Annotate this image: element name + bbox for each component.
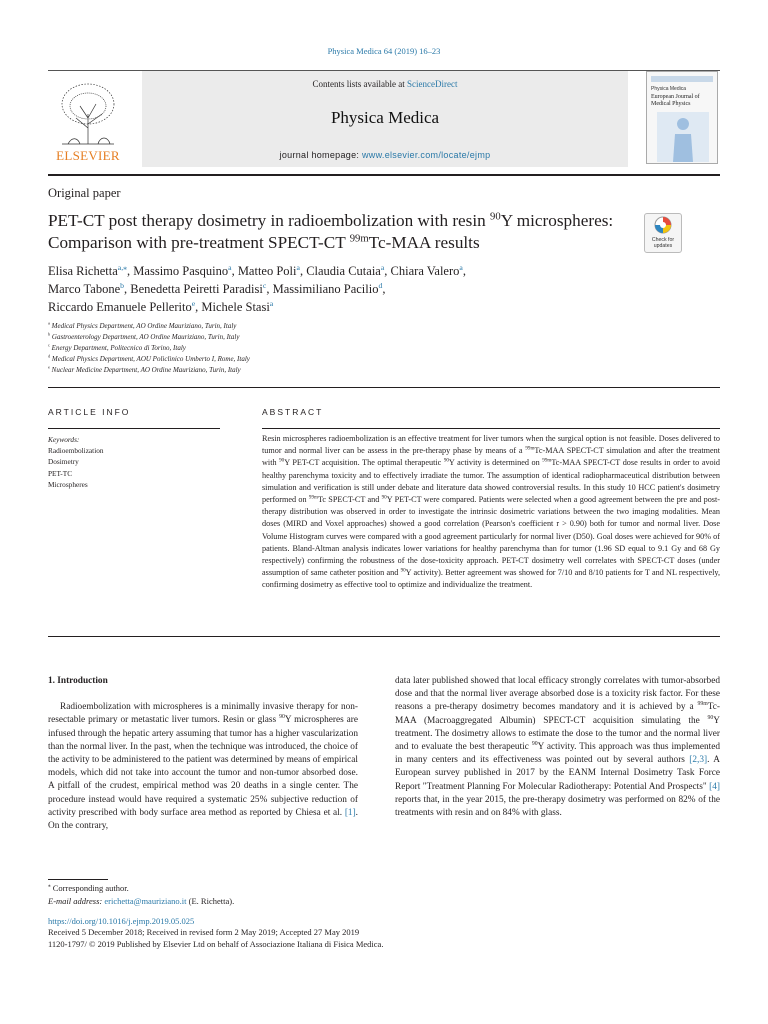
affiliation-item bbox=[48, 354, 548, 365]
article-title bbox=[48, 210, 648, 254]
author-10-aff[interactable]: a bbox=[269, 298, 274, 308]
title-part-1: PET-CT post therapy dosimetry in radioembolization with resin bbox=[48, 211, 491, 230]
author-5-aff[interactable]: a bbox=[459, 262, 463, 272]
affiliation-list bbox=[48, 321, 548, 376]
cover-subtitle: European Journal of Medical Physics bbox=[651, 94, 700, 107]
author-8: Massimiliano Pacilio bbox=[272, 282, 379, 296]
abstract-seg: Resin microspheres radioembolization is an effective treatment for liver tumors when the surgical option is not feasible. Doses delivered to tumor and normal liver can be assess in the pre-therapy phase by means of a bbox=[262, 434, 720, 456]
title-part-3: Tc-MAA results bbox=[368, 233, 480, 252]
affiliation-text: Energy Department, Politecnico di Torino, Italy bbox=[51, 344, 186, 352]
copyright-line: 1120-1797/ © 2019 Published by Elsevier Ltd on behalf of Associazione Italiana di Fisica Medica. bbox=[48, 938, 384, 949]
homepage-label: journal homepage: bbox=[279, 150, 362, 160]
contents-availability bbox=[142, 79, 628, 89]
homepage-link[interactable]: www.elsevier.com/locate/ejmp bbox=[362, 150, 491, 160]
abstract-rule-bottom bbox=[48, 636, 720, 637]
body-seg: data later published showed that local efficacy strongly correlates with tumor-absorbed dose and that the normal liver average absorbed dose is a toxicity risk factor. For these reasons a pre-therapy dosimetry becomes mandatory and it is achieved by a bbox=[395, 676, 720, 713]
affiliation-text: Medical Physics Department, AO Ordine Mauriziano, Turin, Italy bbox=[51, 322, 237, 330]
publication-info bbox=[48, 916, 383, 950]
author-1: Elisa Richetta bbox=[48, 264, 118, 278]
body-seg: reports that, in the year 2015, the pre-therapy dosimetry was performed on 82% of the treatments with resin and on 84% with glass. bbox=[395, 794, 720, 819]
author-2-aff[interactable]: a bbox=[228, 262, 232, 272]
keywords-label: Keywords: bbox=[48, 435, 80, 444]
affiliation-key: c bbox=[48, 342, 50, 348]
cover-figure-icon bbox=[657, 112, 709, 162]
affiliation-key: a bbox=[48, 320, 50, 326]
affiliation-text: Gastroenterology Department, AO Ordine Mauriziano, Turin, Italy bbox=[51, 333, 240, 341]
body-seg: Y activity. This approach was thus implemented in many centers and its effectiveness was pointed out by several authors bbox=[395, 742, 721, 766]
citation-link[interactable]: [4] bbox=[709, 781, 720, 792]
body-seg: Tc-MAA (Macroaggregated Albumin) SPECT-CT acquisition simulating the bbox=[395, 702, 720, 726]
body-seg: . On the contrary, bbox=[48, 807, 358, 832]
citation-link[interactable]: [1] bbox=[344, 807, 356, 818]
affiliation-key: b bbox=[48, 331, 51, 337]
affiliation-key: e bbox=[48, 364, 50, 370]
abstract-sup: 90 bbox=[443, 457, 449, 464]
intro-paragraph bbox=[48, 701, 358, 833]
footnote-rule bbox=[48, 879, 108, 880]
author-6-aff[interactable]: b bbox=[120, 280, 125, 290]
author-7-aff[interactable]: c bbox=[262, 280, 267, 290]
affiliation-text: Medical Physics Department, AOU Policlinico Umberto I, Rome, Italy bbox=[51, 355, 250, 363]
author-8-aff[interactable]: d bbox=[378, 280, 383, 290]
journal-reference[interactable]: Physica Medica 64 (2019) 16–23 bbox=[327, 46, 441, 56]
contents-prefix: Contents lists available at bbox=[312, 79, 407, 89]
email-link[interactable]: erichetta@mauriziano.it bbox=[104, 895, 187, 906]
check-for-updates-button[interactable] bbox=[644, 213, 682, 253]
abstract-seg: Y activity is determined on bbox=[448, 458, 543, 468]
author-3-aff[interactable]: a bbox=[296, 262, 300, 272]
section-heading-introduction: 1. Introduction bbox=[48, 676, 108, 686]
body-seg: Y treatment. The dosimetry allows to estimate the dose to the tumor and the normal liver and to evaluate the best therapeutic bbox=[395, 715, 720, 753]
author-10: Michele Stasi bbox=[201, 300, 270, 314]
author-9-aff[interactable]: e bbox=[191, 298, 196, 308]
article-type: Original paper bbox=[48, 186, 121, 200]
abstract-sup: 90 bbox=[279, 457, 285, 464]
email-suffix: (E. Richetta). bbox=[186, 895, 235, 906]
publisher-name: ELSEVIER bbox=[56, 148, 120, 163]
abstract-seg: Tc SPECT-CT and bbox=[317, 495, 382, 505]
abstract-sup: 90 bbox=[400, 567, 406, 574]
email-label: E-mail address: bbox=[48, 895, 105, 906]
abstract-sup: 99m bbox=[525, 445, 535, 452]
title-sup-2: 99m bbox=[349, 233, 369, 245]
keyword-item: PET-TC bbox=[48, 468, 73, 478]
abstract-text bbox=[262, 433, 720, 592]
affiliation-text: Nuclear Medicine Department, AO Ordine Mauriziano, Turin, Italy bbox=[51, 366, 241, 374]
email-line bbox=[48, 895, 234, 908]
author-7: Benedetta Peiretti Paradisi bbox=[130, 282, 263, 296]
received-dates: Received 5 December 2018; Received in revised form 2 May 2019; Accepted 27 May 2019 bbox=[48, 927, 360, 938]
author-1-aff[interactable]: a,⁎ bbox=[117, 262, 128, 272]
affiliations-rule bbox=[48, 387, 720, 388]
body-seg: . A European survey published in 2017 by the EANM Internal Dosimetry Task Force Report "Treatment Planning For Molecular Radiotherapy: Potential And Prospects" bbox=[395, 755, 720, 792]
body-sup: 90 bbox=[279, 714, 285, 721]
affiliation-item bbox=[48, 365, 548, 376]
affiliation-item bbox=[48, 321, 548, 332]
corresponding-author-footnote bbox=[48, 882, 234, 907]
affiliation-item bbox=[48, 332, 548, 343]
journal-title: Physica Medica bbox=[330, 108, 440, 127]
header-rule-bottom bbox=[48, 174, 720, 176]
abstract-seg: Y PET-CT acquisition. The optimal therapeutic bbox=[284, 458, 444, 468]
abstract-rule bbox=[262, 428, 720, 429]
crossmark-label: Check for updates bbox=[651, 237, 675, 249]
keyword-item: Radioembolization bbox=[48, 446, 104, 456]
corresponding-line bbox=[48, 882, 234, 895]
author-2: Massimo Pasquino bbox=[133, 264, 229, 278]
abstract-seg: Y activity). Better agreement was showed for 7/10 and 8/10 patients for T and NL respectively, confirming dosimetry as effective tool to optimize and individualize the treatment. bbox=[262, 568, 720, 590]
abstract-seg: Tc-MAA SPECT-CT simulation and after the treatment with bbox=[262, 446, 720, 468]
body-seg: Radioembolization with microspheres is a minimally invasive therapy for non-resectable primary or metastatic liver tumors. Resin or glass bbox=[48, 702, 358, 726]
abstract-sup: 90 bbox=[381, 494, 387, 501]
abstract-sup: 99m bbox=[308, 494, 318, 501]
cover-top-band bbox=[651, 76, 713, 82]
title-part-2: Y microspheres: Comparison with pre-treatment SPECT-CT bbox=[48, 211, 614, 252]
body-column-right bbox=[395, 675, 720, 820]
article-info-heading: ARTICLE INFO bbox=[48, 407, 131, 417]
author-5: Chiara Valero bbox=[390, 264, 460, 278]
body-sup: 90 bbox=[531, 740, 538, 747]
article-info-rule bbox=[48, 428, 220, 429]
crossmark-icon bbox=[654, 216, 672, 236]
body-column-left bbox=[48, 675, 358, 833]
sciencedirect-link[interactable]: ScienceDirect bbox=[407, 79, 458, 89]
journal-cover-thumbnail[interactable] bbox=[646, 71, 718, 164]
keywords-block bbox=[48, 434, 104, 490]
author-6: Marco Tabone bbox=[48, 282, 121, 296]
keyword-item: Dosimetry bbox=[48, 457, 79, 467]
doi-link[interactable]: https://doi.org/10.1016/j.ejmp.2019.05.025 bbox=[48, 916, 195, 926]
abstract-seg: Tc-MAA SPECT-CT dose results in order to avoid healthy parenchyma toxicity and to effectively irradiate the tumor. The assumption of identical radiopharmaceutical distribution between simulation and verification is still under debate and literature data showed controversial results. In this study 10 HCC patient's dosimetry performed on bbox=[262, 458, 721, 505]
author-4-aff[interactable]: a bbox=[380, 262, 385, 272]
author-4: Claudia Cutaia bbox=[306, 264, 381, 278]
affiliation-key: d bbox=[48, 353, 51, 359]
body-sup: 90 bbox=[707, 714, 714, 721]
keyword-item: Microspheres bbox=[48, 479, 88, 489]
footnote-mark: ⁎ bbox=[48, 883, 51, 890]
author-3: Matteo Poli bbox=[237, 264, 297, 278]
abstract-sup: 99m bbox=[542, 457, 552, 464]
cover-title: Physica Medica bbox=[651, 86, 687, 92]
abstract-seg: Y PET-CT were compared. Patients were selected when a good agreement between the pre and post-therapy distribution was observed in order to investigate the intrinsic dosimetric variations between the two imaging modalities. Mean doses (MIRD and Voxel approaches) showed a good correlation (Pearson's coefficient r > 0.90) both for tumor and normal liver. Dose Volume Histogram curves were compared with a good agreement particularly for normal liver (D50). Goal doses were achieved for 90% of patients. Bland-Altman analysis indicates lower variations for healthy parenchyma than for tumor (1.96 SD equal to 9.1 Gy and 68 Gy respectively) confirming the robustness of the dose-toxicity approach. PET-CT dosimetry well correlates with SPECT-CT doses (under assumption of same catheter position and bbox=[262, 495, 720, 578]
author-9: Riccardo Emanuele Pellerito bbox=[48, 300, 192, 314]
body-sup: 99m bbox=[697, 701, 708, 708]
corresponding-label: Corresponding author. bbox=[50, 883, 129, 893]
title-sup-1: 90 bbox=[490, 211, 501, 223]
abstract-heading: ABSTRACT bbox=[262, 407, 324, 417]
keywords-list bbox=[48, 445, 104, 490]
journal-homepage bbox=[142, 150, 628, 160]
body-seg: Y microspheres are infused through the hepatic artery assuming that tumor has a higher vascularization than the normal liver. In the past, when the technique was introduced, the choice of the activity to be administered to the patient was determined by means of empirical models, which did not take into account the tumor and non-tumor absorbed dose. A pitfall of the crudest, empirical method was 20 deaths in a single center. The procedure instead would have required a systematic 25% subjective reduction of activity prescribed with body surface area method as reported by Chiesa et al. bbox=[48, 715, 359, 818]
affiliation-item bbox=[48, 343, 548, 354]
citation-link[interactable]: [2,3] bbox=[689, 755, 708, 766]
author-list: Elisa Richetta$^{a,⁎}$, Massimo Pasquino$^a$, Matteo Poli$^a$, Claudia Cutaia$^a$, Chiara Valero$^a$, Marco Tabone$^b$, Benedetta Peiretti Paradisi$^c$, Massimiliano Pacilio$^d$, Riccardo Emanuele Pellerito$^e$, Michele Stasi$^a$ bbox=[48, 262, 466, 314]
